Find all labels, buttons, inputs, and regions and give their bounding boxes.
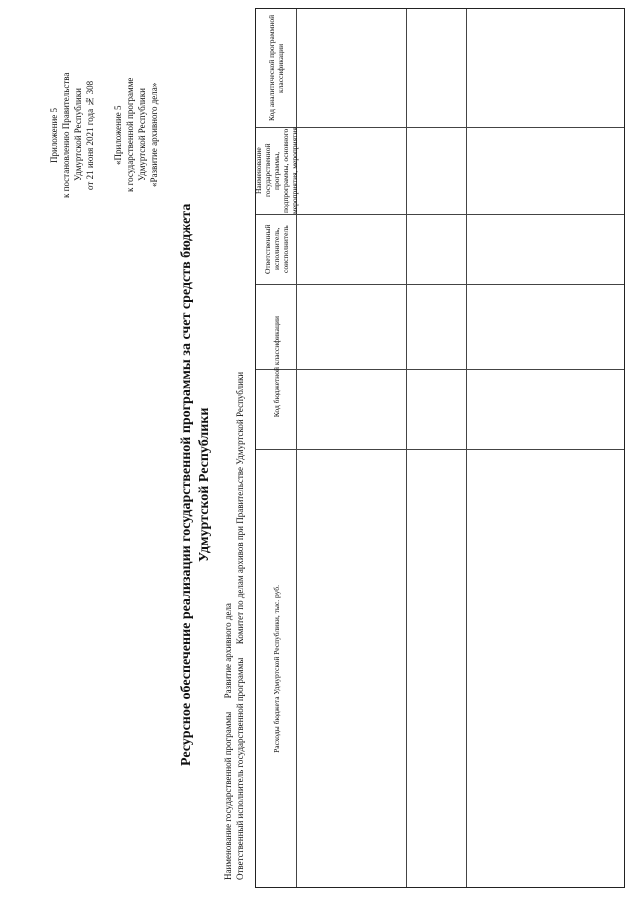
program-resp-value: Комитет по делам архивов при Правительстве Удмуртской Республики xyxy=(235,371,245,645)
title-line: Удмуртской Республики xyxy=(197,407,212,563)
header-expenses: Расходы бюджета Удмуртской Республики, тыс. руб. xyxy=(271,585,281,753)
appendix-line: «Приложение 5 xyxy=(113,105,123,165)
budget-table xyxy=(255,8,625,888)
table-grid-line xyxy=(256,284,624,285)
appendix-line: Приложение 5 xyxy=(49,107,59,163)
appendix-note-resolution xyxy=(48,40,96,230)
title-line: Ресурсное обеспечение реализации государственной программы за счет средств бюджета xyxy=(179,203,194,767)
program-meta xyxy=(222,300,246,880)
header-code: Код аналитической программной классификации xyxy=(267,14,285,122)
appendix-line: к постановлению Правительства xyxy=(61,72,71,198)
appendix-line: от 21 июня 2021 года № 308 xyxy=(85,80,95,190)
program-name-value: Развитие архивного дела xyxy=(223,603,233,699)
table-grid-line xyxy=(466,9,467,887)
program-name-label: Наименование государственной программы xyxy=(223,711,233,880)
appendix-line: к государственной программе xyxy=(125,77,135,193)
header-name: Наименование государственной программы, подпрограммы, основного мероприятия, мероприятия xyxy=(253,127,299,214)
appendix-line: Удмуртской Республики xyxy=(73,88,83,182)
table-grid-line xyxy=(256,369,624,370)
table-grid-line xyxy=(256,214,624,215)
table-grid-line xyxy=(256,127,624,128)
table-grid-line xyxy=(406,9,407,887)
appendix-note-program xyxy=(112,40,160,230)
program-name-row xyxy=(222,300,234,880)
table-grid-line xyxy=(256,449,624,450)
appendix-line: Удмуртской Республики xyxy=(137,88,147,182)
appendix-line: «Развитие архивного дела» xyxy=(149,82,159,188)
program-resp-label: Ответственный исполнитель государственной программы xyxy=(235,657,245,880)
header-budget-code: Код бюджетной классификации xyxy=(271,315,281,418)
program-resp-row xyxy=(234,300,246,880)
document-title xyxy=(178,140,214,830)
header-responsible: Ответственный исполнитель, соисполнитель xyxy=(262,224,290,274)
